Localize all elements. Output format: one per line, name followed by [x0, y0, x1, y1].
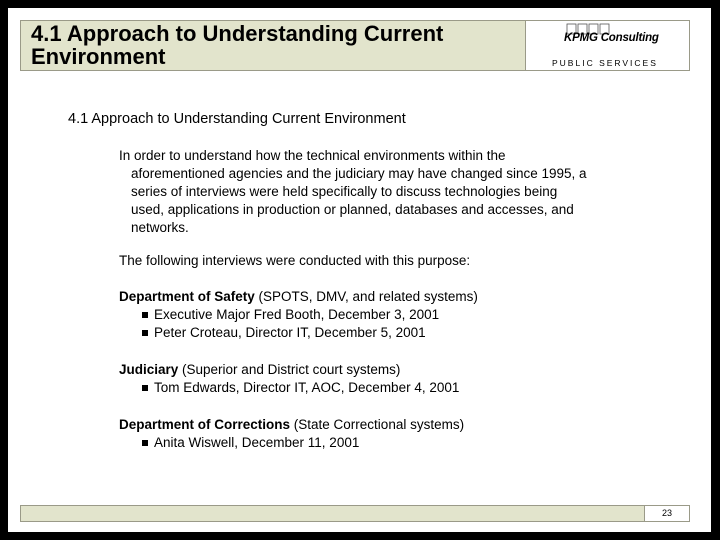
intro-line: In order to understand how the technical environments within the: [119, 148, 506, 163]
list-item: Executive Major Fred Booth, December 3, 2001: [119, 306, 478, 324]
list-item: Peter Croteau, Director IT, December 5, 2001: [119, 324, 478, 342]
section-corrections: [119, 416, 464, 452]
list-item: Tom Edwards, Director IT, AOC, December 4, 2001: [119, 379, 459, 397]
intro-line: series of interviews were held specifically to discuss technologies being: [131, 184, 558, 199]
intro-paragraph: [119, 147, 689, 237]
bullet-square-icon: [142, 330, 148, 336]
bullet-square-icon: [142, 440, 148, 446]
intro-line: networks.: [131, 220, 189, 235]
section-judiciary: [119, 361, 459, 397]
section-description: (State Correctional systems): [290, 417, 465, 432]
page-number: 23: [644, 505, 690, 522]
section-safety: [119, 288, 478, 342]
bullet-square-icon: [142, 312, 148, 318]
slide-title: 4.1 Approach to Understanding Current Environment: [31, 21, 444, 69]
footer-bar: [20, 505, 690, 522]
interviews-intro: The following interviews were conducted with this purpose:: [119, 253, 471, 268]
title-bar: [20, 20, 526, 71]
section-title: Department of Corrections: [119, 417, 291, 432]
content-heading: 4.1 Approach to Understanding Current Environment: [68, 111, 406, 127]
section-title: Judiciary: [119, 362, 179, 377]
logo-subtitle: PUBLIC SERVICES: [552, 58, 658, 68]
section-title: Department of Safety: [119, 289, 255, 304]
intro-line: used, applications in production or planned, databases and accesses, and: [131, 202, 574, 217]
logo-name: KPMG Consulting: [564, 32, 659, 44]
bullet-square-icon: [142, 385, 148, 391]
section-description: (SPOTS, DMV, and related systems): [254, 289, 478, 304]
slide: [8, 8, 711, 532]
logo-box: [526, 20, 690, 71]
list-item: Anita Wiswell, December 11, 2001: [119, 434, 464, 452]
intro-line: aforementioned agencies and the judiciary may have changed since 1995, a: [131, 166, 587, 181]
section-description: (Superior and District court systems): [178, 362, 401, 377]
